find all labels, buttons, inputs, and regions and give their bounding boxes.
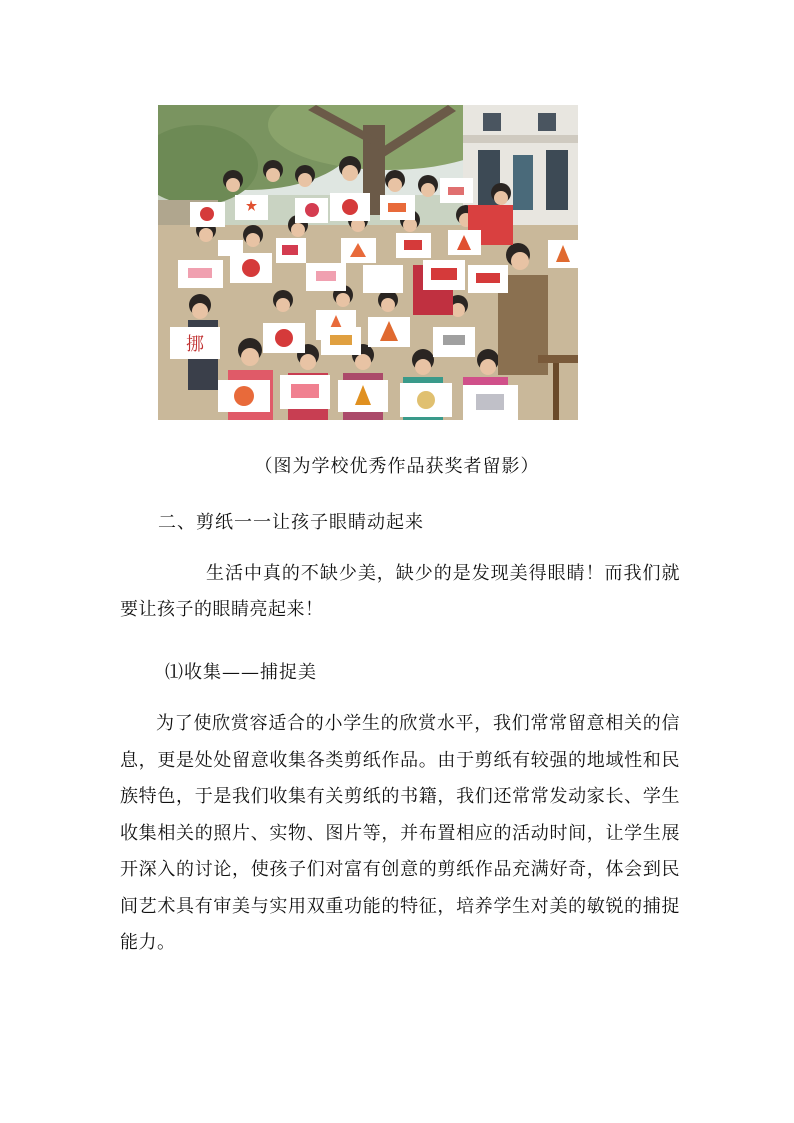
photo-caption: （图为学校优秀作品获奖者留影） bbox=[254, 456, 540, 477]
card-character: 挪 bbox=[186, 334, 204, 355]
section-heading: 二、剪纸一一让孩子眼睛动起来 bbox=[158, 512, 424, 533]
group-photo bbox=[158, 105, 578, 420]
subsection-heading: ⑴收集——捕捉美 bbox=[165, 662, 317, 683]
paragraph-intro: 生活中真的不缺少美，缺少的是发现美得眼睛！而我们就要让孩子的眼睛亮起来！ bbox=[120, 563, 680, 620]
photo-image bbox=[158, 105, 578, 420]
paragraph-body: 为了使欣赏容适合的小学生的欣赏水平，我们常常留意相关的信息，更是处处留意收集各类剪纸作品。由于剪纸有较强的地域性和民族特色，于是我们收集有关剪纸的书籍，我们还常常发动家长、学生收集相关的照片、实物、图片等，并布置相应的活动时间，让学生展开深入的讨论，使孩子们对富有创意的剪纸作品充满好奇，体会到民间艺术具有审美与实用双重功能的特征，培养学生对美的敏锐的捕捉能力。 bbox=[120, 713, 680, 953]
